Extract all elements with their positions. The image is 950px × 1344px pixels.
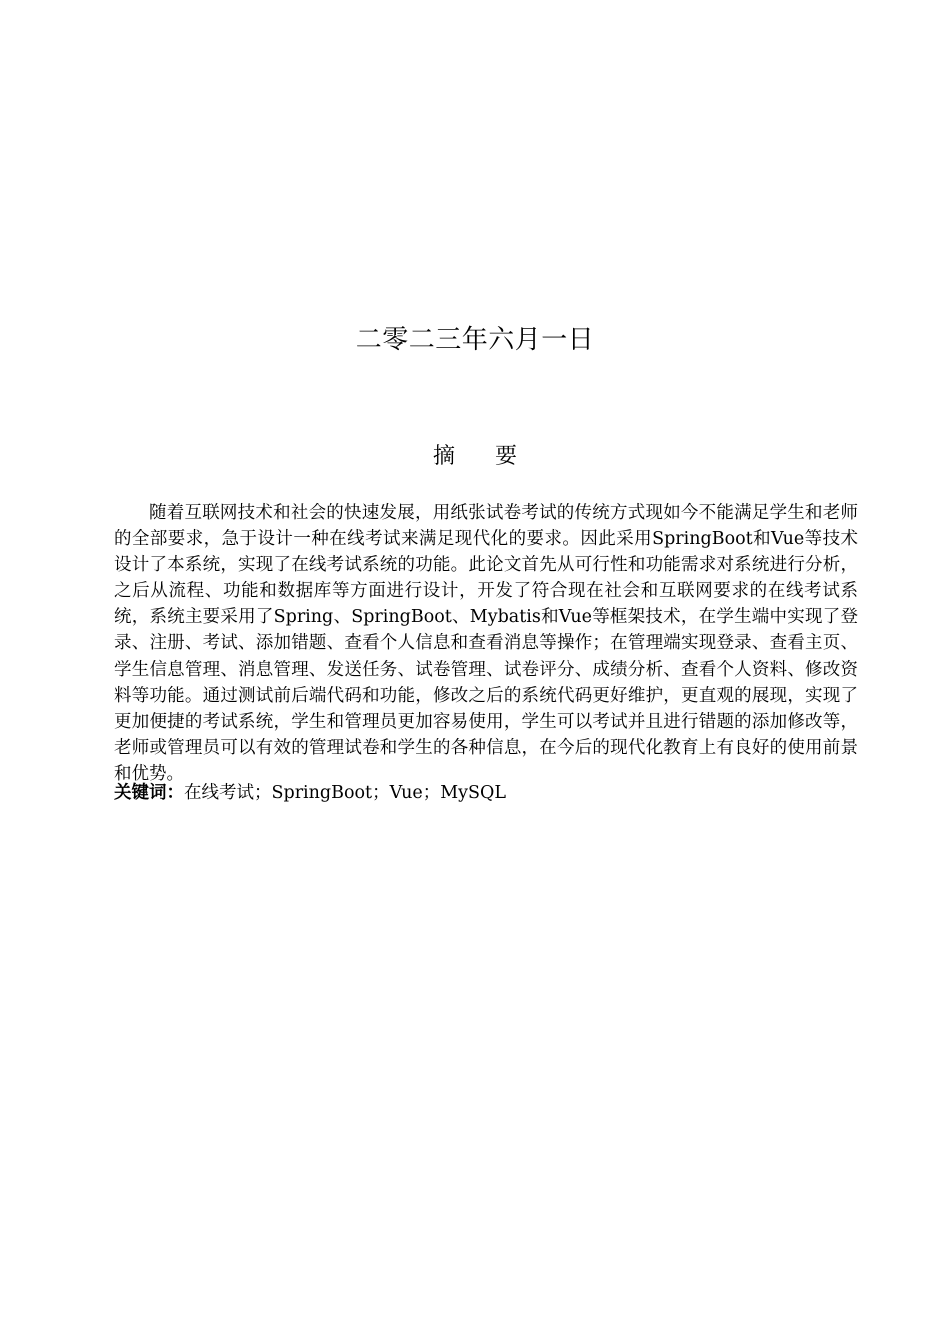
abstract-heading: 摘要 [432, 444, 557, 469]
keywords-value: 在线考试；SpringBoot；Vue；MySQL [184, 783, 506, 803]
abstract-body: 随着互联网技术和社会的快速发展，用纸张试卷考试的传统方式现如今不能满足学生和老师的全部要求，急于设计一种在线考试来满足现代化的要求。因此采用SpringBoot和Vue等技术设计了本系统，实现了在线考试系统的功能。此论文首先从可行性和功能需求对系统进行分析，之后从流程、功能和数据库等方面进行设计，开发了符合现在社会和互联网要求的在线考试系统，系统主要采用了Spring、SpringBoot、Mybatis和Vue等框架技术，在学生端中实现了登录、注册、考试、添加错题、查看个人信息和查看消息等操作；在管理端实现登录、查看主页、学生信息管理、消息管理、发送任务、试卷管理、试卷评分、成绩分析、查看个人资料、修改资料等功能。通过测试前后端代码和功能，修改之后的系统代码更好维护，更直观的展现，实现了更加便捷的考试系统，学生和管理员更加容易使用，学生可以考试并且进行错题的添加修改等，老师或管理员可以有效的管理试卷和学生的各种信息，在今后的现代化教育上有良好的使用前景和优势。 [114, 503, 858, 784]
document-date: 二零二三年六月一日 [355, 325, 595, 355]
keywords-label: 关键词： [114, 783, 184, 803]
keywords-line [114, 780, 858, 806]
